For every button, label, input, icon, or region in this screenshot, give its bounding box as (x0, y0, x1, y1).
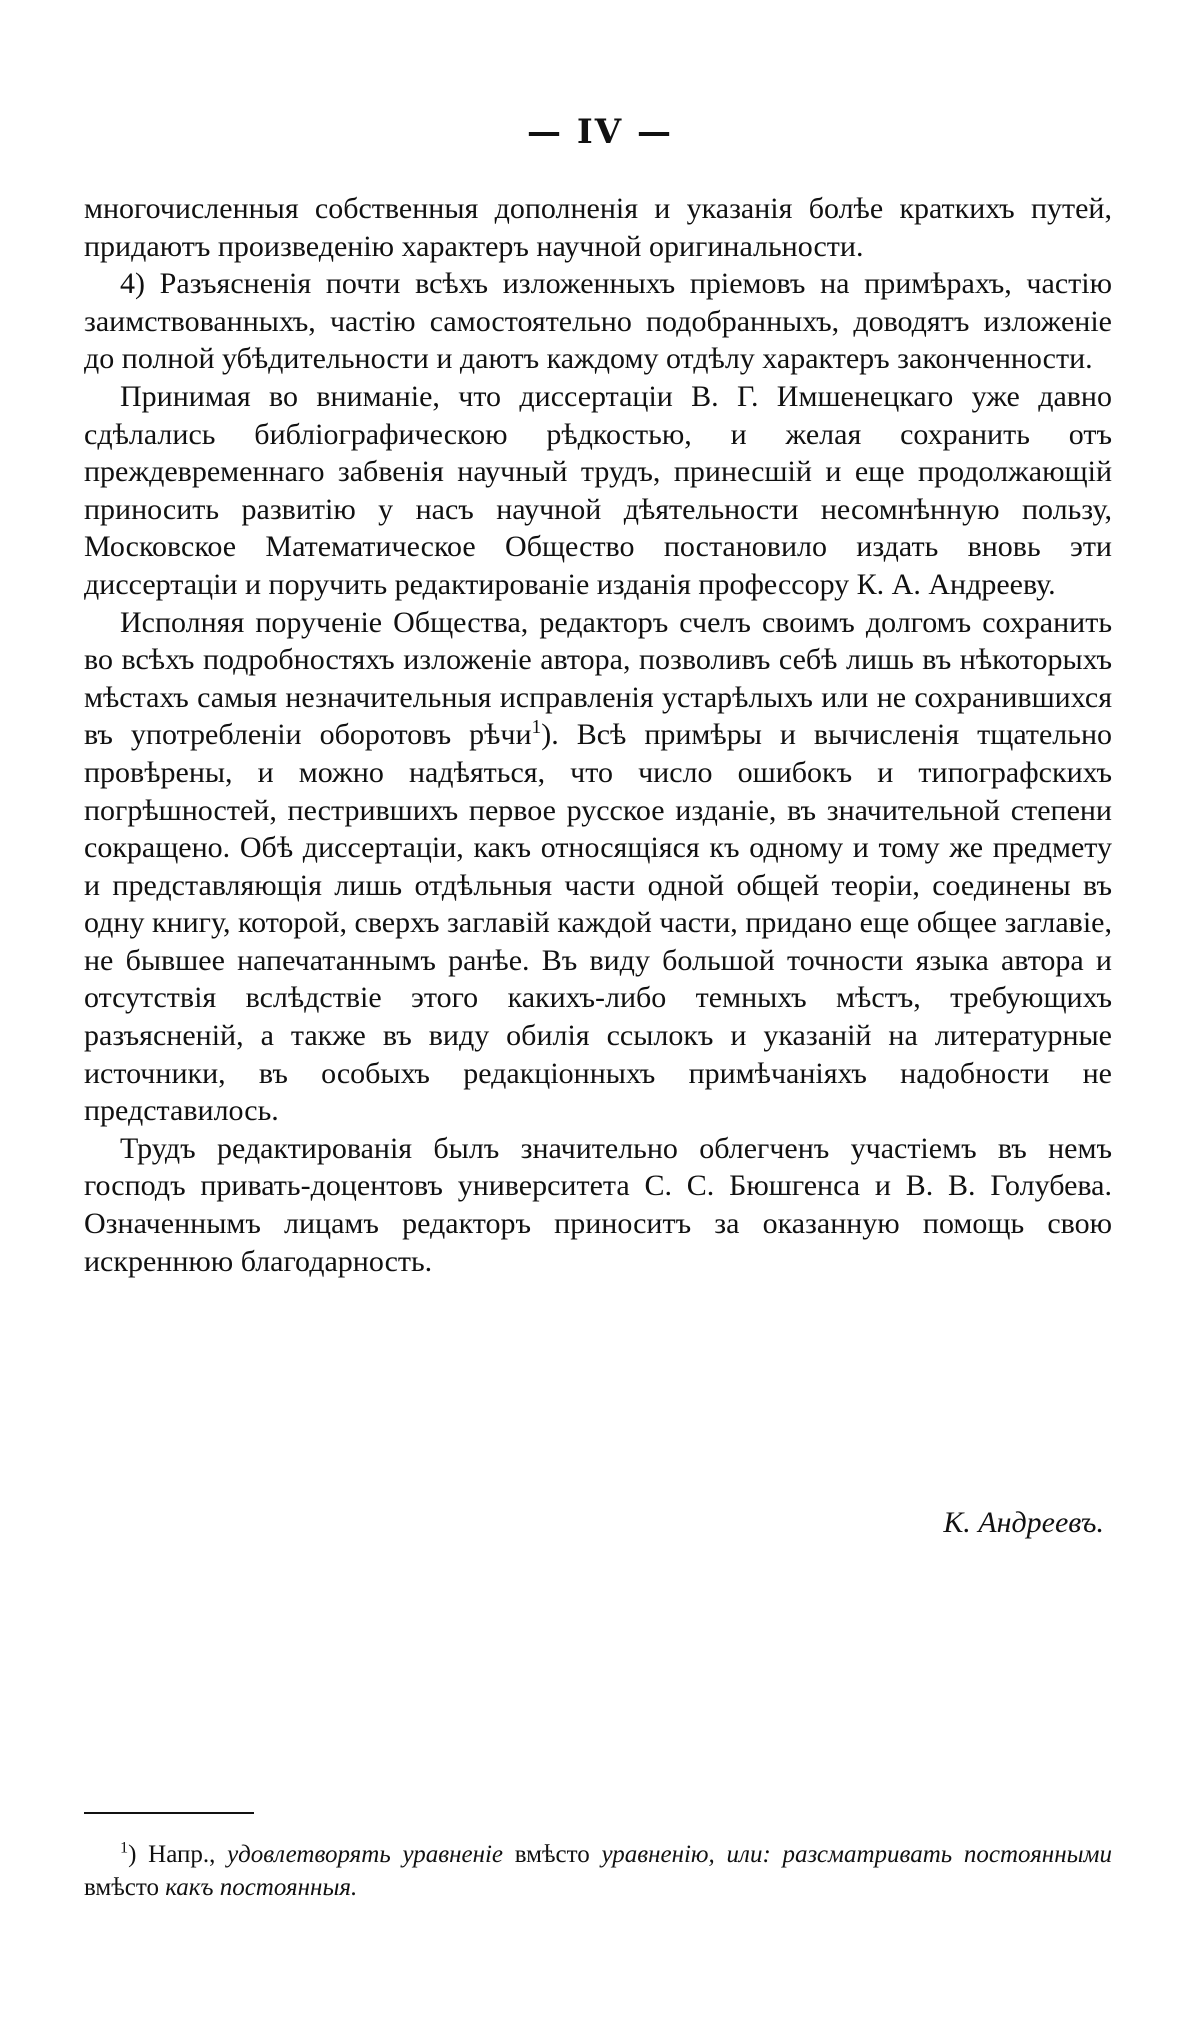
signature: К. Андреевъ. (943, 1506, 1104, 1539)
footnote-divider (84, 1812, 254, 1814)
footnote-italic-2: уравненію, или: разсматривать постоянными (601, 1841, 1113, 1868)
paragraph-4-part-1: Исполняя порученіе Общества, редакторъ счелъ своимъ долгомъ сохранить во всѣхъ подробностяхъ изложеніе автора, позволивъ себѣ лишь въ нѣкоторыхъ мѣстахъ самыя незначительныя исправленія устарѣлыхъ или не сохранившихся въ употребленіи оборотовъ рѣчи (84, 605, 1112, 752)
footnote-reference[interactable]: 1 (531, 717, 542, 739)
footnote-lead: ) Напр., (128, 1841, 228, 1868)
paragraph-4 (84, 604, 1112, 1130)
paragraph-2: 4) Разъясненія почти всѣхъ изложенныхъ пріемовъ на примѣрахъ, частію заимствованныхъ, частію самостоятельно подобранныхъ, доводятъ изложеніе до полной убѣдительности и даютъ каждому отдѣлу характеръ законченности. (84, 267, 1112, 376)
paragraph-1: многочисленныя собственныя дополненія и указанія болѣе краткихъ путей, придаютъ произведенію характеръ научной оригинальности. (84, 192, 1112, 263)
footnote-mid-1: вмѣсто (503, 1841, 602, 1868)
paragraph-4-part-2: ). Всѣ примѣры и вычисленія тщательно провѣрены, и можно надѣяться, что число ошибокъ и типографскихъ погрѣшностей, пестрившихъ первое русское изданіе, въ значительной степени сокращено. Обѣ диссертаціи, какъ относящіяся къ одному и тому же предмету и представляющія лишь отдѣльныя части одной общей теоріи, соединены въ одну книгу, которой, сверхъ заглавій каждой части, придано еще общее заглавіе, не бывшее напечатаннымъ ранѣе. Въ виду большой точности языка автора и отсутствія вслѣдствіе этого какихъ-либо темныхъ мѣстъ, требующихъ разъясненій, а также въ виду обилія ссылокъ и указаній на литературные источники, въ особыхъ редакціонныхъ примѣчаніяхъ надобности не представилось. (84, 718, 1112, 1128)
footnote-italic-1: удовлетворять уравненіе (227, 1841, 504, 1868)
footnote-italic-3: какъ постоянныя. (165, 1874, 358, 1901)
body-text (84, 190, 1112, 1280)
footnote (84, 1838, 1112, 1904)
footnote-mark: 1 (120, 1838, 129, 1857)
footnote-mid-2: вмѣсто (84, 1874, 166, 1901)
page-number: — IV — (527, 112, 673, 152)
paragraph-3: Принимая во вниманіе, что диссертаціи В. Г. Имшенецкаго уже давно сдѣлались библіографическою рѣдкостью, и желая сохранить отъ преждевременнаго забвенія научный трудъ, принесшій и еще продолжающій приносить развитію у насъ научной дѣятельности несомнѣнную пользу, Московское Математическое Общество постановило издать вновь эти диссертаціи и поручить редактированіе изданія профессору К. А. Андрееву. (84, 379, 1112, 601)
paragraph-5: Трудъ редактированія былъ значительно облегченъ участіемъ въ немъ господъ привать-доцентовъ университета С. С. Бюшгенса и В. В. Голубева. Означеннымъ лицамъ редакторъ приноситъ за оказанную помощь свою искреннюю благодарность. (84, 1131, 1112, 1278)
